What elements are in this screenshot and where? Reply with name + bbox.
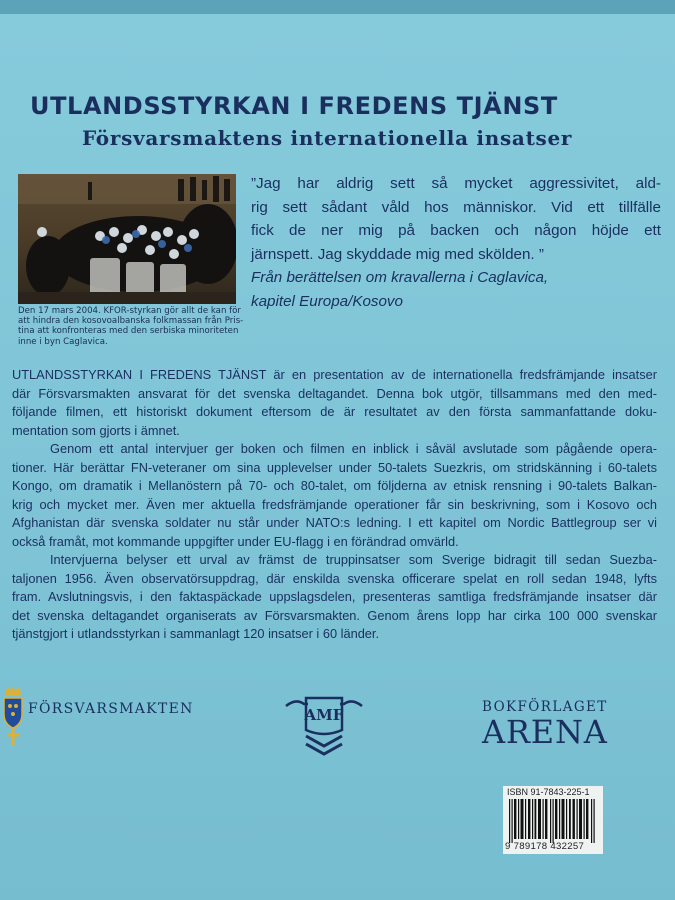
paragraph-3: [12, 551, 657, 644]
quote-line: rig sett sådant våld hos människor. Vid ett tillfälle: [251, 198, 661, 216]
paragraph-line: också framåt, mot kommande uppgifter under EU-flagg i en förändrad omvärld.: [12, 533, 459, 549]
arena-wordmark: ARENA: [482, 713, 608, 751]
paragraph-line: tjänstgjort i utlandsstyrkan i sammanlagt 120 insatser i 60 länder.: [12, 626, 380, 641]
paragraph-line: Intervjuerna belyser ett urval av främst de truppinsatser som Sverige bidragit till sedan Suezba-: [50, 552, 657, 567]
paragraph-line: följande filmen, ett historiskt dokument eftersom de är resultatet av den första sammanfattande doku-: [12, 404, 657, 419]
paragraph-line: mentation som gjorts i ämnet.: [12, 422, 180, 438]
amf-letters: AMF: [304, 706, 344, 724]
isbn-label: ISBN 91-7843-225-1: [507, 787, 590, 797]
riot-photo-illustration: [18, 174, 236, 304]
paragraph-line: Afghanistan där svenska soldater nu står under NATO:s ledning. I ett kapitel om Nordic Battlegroup ser vi: [12, 515, 657, 530]
quote-source-line: Från berättelsen om kravallerna i Caglavica,: [251, 269, 549, 286]
paragraph-line: där Försvarsmakten ansvarat för det svenska deltagandet. Denna bok utgör, tillsammans med den med-: [12, 385, 657, 401]
amf-emblem-icon: [282, 690, 366, 760]
caption-line: tina att konfronteras med den serbiska minoriteten: [18, 326, 239, 337]
book-title: UTLANDSSTYRKAN I FREDENS TJÄNST: [30, 92, 558, 120]
bokforlaget-label: BOKFÖRLAGET: [482, 699, 608, 715]
caption-line: inne i byn Caglavica.: [18, 336, 108, 347]
blurb-text: [12, 366, 657, 644]
isbn-barcode: [503, 786, 603, 854]
quote-line: järnspett. Jag skyddade mig med skölden. ”: [251, 245, 544, 263]
crown-shield-icon: [0, 684, 26, 750]
paragraph-line: fram. Avslutningsvis, i den faktaspäckade uppslagsdelen, presenteras samtliga fredsfrämjande insatser där: [12, 589, 657, 604]
amf-logo: [282, 690, 366, 760]
paragraph-1: [12, 366, 657, 440]
paragraph-2: [12, 440, 657, 551]
caption-line: att hindra den kosovoalbanska folkmassan från Pris-: [18, 316, 244, 327]
paragraph-line: Kongo, om dramatik i Mellanöstern på 70- och 80-talet, om följderna av etnisk rensning i 90-talets Balkan-: [12, 478, 657, 493]
arena-publisher-logo: [482, 699, 612, 751]
quote-line: ”Jag har aldrig sett så mycket aggressivitet, ald-: [251, 175, 661, 192]
paragraph-line: Genom ett antal intervjuer ger boken och filmen en inblick i såväl avslutade som pågående opera-: [50, 441, 657, 456]
paragraph-line: taljonen 1956. Även observatörsuppdrag, där enskilda svenska officerare spelat en roll sedan 1948, lyfts: [12, 570, 657, 586]
barcode-bars-icon: [506, 799, 600, 843]
paragraph-line: UTLANDSSTYRKAN I FREDENS TJÄNST är en presentation av de internationella fredsfrämjande insatser: [12, 367, 657, 382]
quote-source-line: kapitel Europa/Kosovo: [251, 292, 403, 310]
paragraph-line: tioner. Här berättar FN-veteraner om sina upplevelser under 50-talets Suezkris, om stridskänning i 60-talets: [12, 459, 657, 475]
quote-line: fick de ner mig på backen och någon höjde ett: [251, 222, 661, 239]
pull-quote: [251, 172, 661, 313]
book-subtitle: Försvarsmaktens internationella insatser: [82, 126, 573, 150]
paragraph-line: krig och mycket mer. Även mer aktuella fredsfrämjande operationer får sin beskrivning, som i Kosovo och: [12, 496, 657, 512]
caption-line: Den 17 mars 2004. KFOR-styrkan gör allt de kan för: [18, 306, 241, 316]
photo-caption: [18, 306, 258, 347]
forsvarsmakten-wordmark: FÖRSVARSMAKTEN: [28, 701, 194, 717]
forsvarsmakten-logo: [0, 684, 200, 754]
barcode-number: 9 789178 432257: [505, 841, 585, 852]
paragraph-line: det svenska deltagandet organiserats av Försvarsmakten. Genom årens lopp har cirka 100 000 svenskar: [12, 607, 657, 623]
top-edge-strip: [0, 0, 675, 15]
riot-photo: [18, 174, 236, 304]
